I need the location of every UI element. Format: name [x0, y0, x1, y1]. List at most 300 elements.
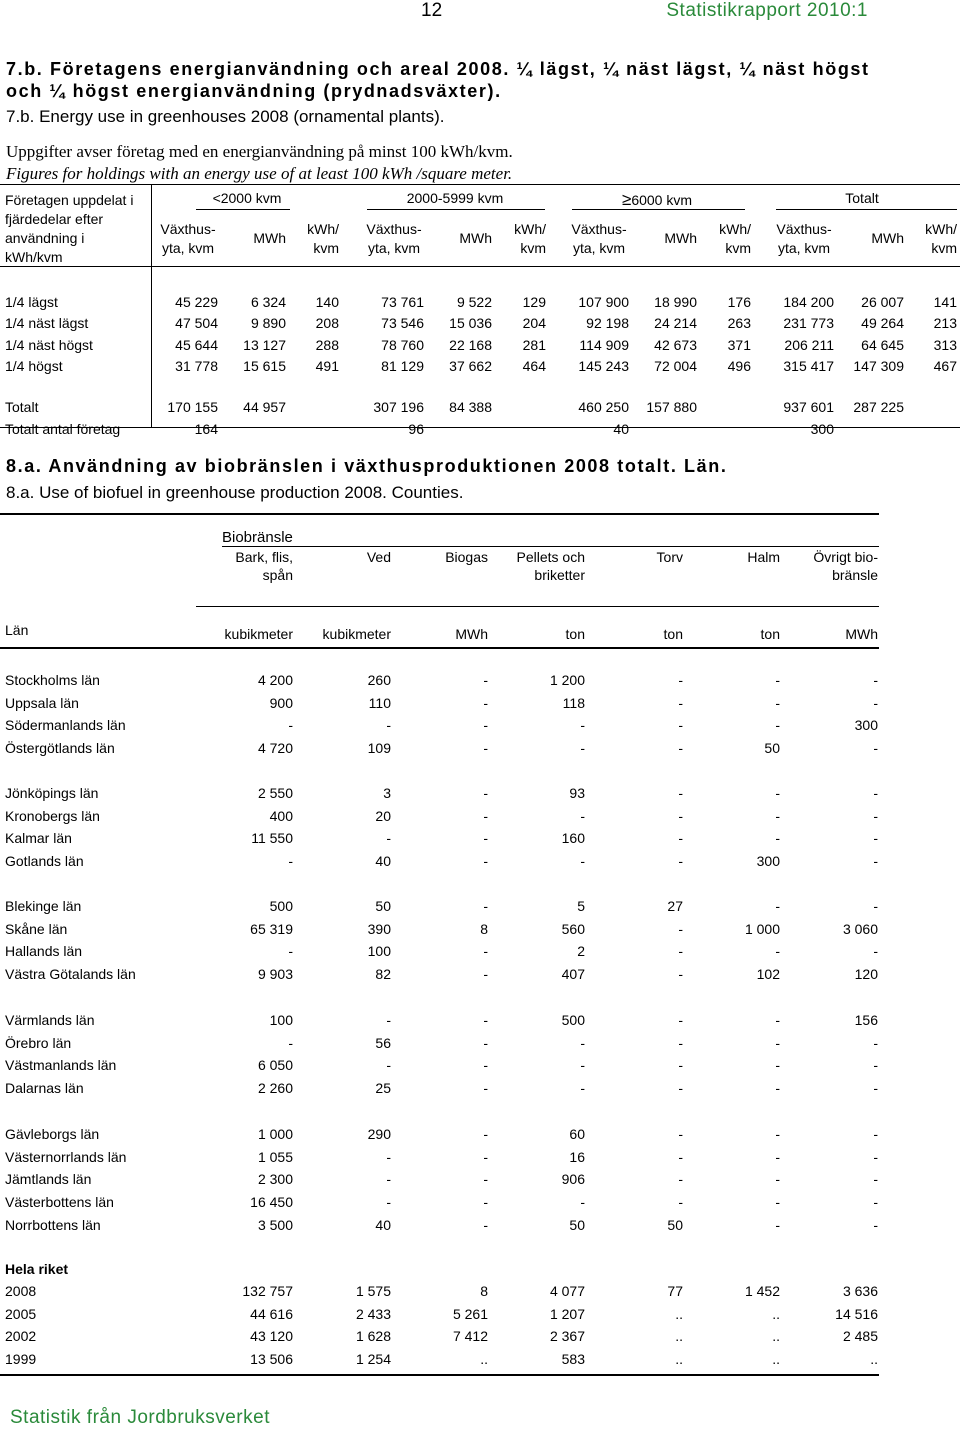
subheader-mwh: MWh — [871, 230, 904, 246]
table-cell: - — [386, 1057, 391, 1073]
table-cell: 31 778 — [175, 358, 218, 374]
table-cell: 583 — [561, 1351, 585, 1367]
table-cell: 156 — [854, 1012, 878, 1028]
table-cell: 14 516 — [835, 1306, 878, 1322]
row-header-label: fjärdedelar efter — [5, 211, 104, 227]
footer-source: Statistik från Jordbruksverket — [10, 1407, 270, 1428]
table-cell: - — [678, 921, 683, 937]
group-header — [577, 190, 737, 210]
table-cell: - — [483, 785, 488, 801]
table-cell: - — [580, 1194, 585, 1210]
table-cell: 81 129 — [381, 358, 424, 374]
table-cell: 73 546 — [381, 315, 424, 331]
table-cell: - — [775, 785, 780, 801]
subheader-mwh: MWh — [459, 230, 492, 246]
table-cell: 118 — [562, 695, 585, 711]
group-header — [782, 190, 942, 206]
group-header-label: Totalt — [845, 190, 879, 206]
column-header: spån — [262, 567, 293, 583]
table-cell: 13 506 — [250, 1351, 293, 1367]
column-header: briketter — [534, 567, 585, 583]
table-cell: 24 214 — [654, 315, 697, 331]
column-header: Torv — [656, 549, 683, 565]
table-cell: - — [580, 1080, 585, 1096]
table-cell: - — [483, 1012, 488, 1028]
table-cell: 145 243 — [578, 358, 629, 374]
row-header-label: kWh/kvm — [5, 249, 63, 265]
table-row-label: Uppsala län — [5, 695, 79, 711]
group-underline — [196, 209, 290, 210]
table-cell: - — [386, 830, 391, 846]
table2-header-rule — [196, 606, 879, 607]
subheader-kwh: kWh/ — [719, 221, 751, 237]
table-cell: - — [873, 830, 878, 846]
table-cell: 47 504 — [175, 315, 218, 331]
table2-title-en: 8.a. Use of biofuel in greenhouse production 2008. Counties. — [6, 483, 464, 502]
table-cell: 1 254 — [355, 1351, 391, 1367]
table-row-label: Västra Götalands län — [5, 966, 136, 982]
table-cell: - — [483, 853, 488, 869]
table-cell: 50 — [569, 1217, 585, 1233]
table-cell: - — [678, 1171, 683, 1187]
table-cell: - — [775, 1126, 780, 1142]
table-cell: 50 — [764, 740, 780, 756]
table-cell: - — [873, 695, 878, 711]
table-cell: 1 207 — [549, 1306, 585, 1322]
table-cell: - — [678, 1012, 683, 1028]
table-cell: 184 200 — [783, 294, 834, 310]
table-cell: 45 229 — [175, 294, 218, 310]
table-cell: - — [873, 1217, 878, 1233]
table-row-label: Skåne län — [5, 921, 68, 937]
table-cell: 11 550 — [251, 830, 293, 846]
group-underline — [776, 209, 957, 210]
column-header: bränsle — [832, 567, 878, 583]
table-cell: .. — [772, 1328, 780, 1344]
table-cell: - — [483, 943, 488, 959]
table-cell: 45 644 — [175, 337, 218, 353]
group-underline — [367, 209, 545, 210]
table-cell: - — [775, 672, 780, 688]
table-cell: 491 — [315, 358, 339, 374]
table-cell: - — [580, 808, 585, 824]
table-cell: 400 — [269, 808, 293, 824]
table-row-label: Stockholms län — [5, 672, 100, 688]
column-header: Biogas — [445, 549, 488, 565]
subheader-area: Växthus- — [366, 221, 422, 237]
table-cell: - — [775, 898, 780, 914]
table-cell: 15 036 — [449, 315, 492, 331]
group-header-label: 6000 kvm — [631, 192, 693, 208]
table-cell: 2 367 — [549, 1328, 585, 1344]
column-header: Bark, flis, — [235, 549, 293, 565]
table-cell: 16 450 — [250, 1194, 293, 1210]
table-cell: 2 300 — [257, 1171, 293, 1187]
table-cell: 231 773 — [783, 315, 834, 331]
table-row-label: Västernorrlands län — [5, 1149, 127, 1165]
table-cell: 2 485 — [842, 1328, 878, 1344]
table-cell: 467 — [933, 358, 957, 374]
table-cell: - — [483, 740, 488, 756]
table-cell: - — [386, 1012, 391, 1028]
table-cell: 287 225 — [853, 399, 904, 415]
table-row-label: Dalarnas län — [5, 1080, 84, 1096]
table-cell: 120 — [854, 966, 878, 982]
table-cell: - — [678, 1194, 683, 1210]
table-cell: 260 — [367, 672, 391, 688]
table-cell: - — [678, 695, 683, 711]
table-cell: - — [483, 898, 488, 914]
group-header-label: Biobränsle — [222, 529, 293, 546]
table-cell: 5 261 — [452, 1306, 488, 1322]
table-cell: 263 — [727, 315, 751, 331]
table-cell: - — [775, 1149, 780, 1165]
subheader-kwh: kWh/ — [925, 221, 957, 237]
table-row-label: Norrbottens län — [5, 1217, 101, 1233]
table-cell: - — [580, 1057, 585, 1073]
table-cell: 50 — [375, 898, 391, 914]
section-label: Hela riket — [5, 1261, 69, 1277]
subheader-area: yta, kvm — [777, 240, 831, 256]
table-cell: 300 — [810, 421, 834, 437]
table-cell: - — [483, 1171, 488, 1187]
table2-title: 8.a. Användning av biobränslen i växthusproduktionen 2008 totalt. Län. — [6, 456, 728, 476]
table-cell: - — [873, 1171, 878, 1187]
table-cell: - — [775, 830, 780, 846]
table-cell: 208 — [315, 315, 339, 331]
table-row-label: Totalt — [5, 399, 39, 415]
table-cell: 15 615 — [243, 358, 286, 374]
table-cell: 4 077 — [549, 1283, 585, 1299]
table-cell: 40 — [613, 421, 629, 437]
table-cell: 170 155 — [167, 399, 218, 415]
subheader-kwh: kvm — [931, 240, 957, 256]
table-row-label: Västerbottens län — [5, 1194, 114, 1210]
table-cell: 204 — [522, 315, 546, 331]
unit-label: MWh — [845, 626, 878, 642]
column-header: Ved — [366, 549, 391, 565]
table-cell: 43 120 — [250, 1328, 293, 1344]
table-cell: 102 — [756, 966, 780, 982]
table-cell: 37 662 — [449, 358, 492, 374]
table-cell: 107 900 — [578, 294, 629, 310]
table-cell: .. — [675, 1306, 683, 1322]
table-cell: .. — [870, 1351, 878, 1367]
page-number: 12 — [421, 0, 443, 21]
table-cell: - — [483, 1080, 488, 1096]
table-cell: .. — [675, 1328, 683, 1344]
table-row-label: Totalt antal företag — [5, 421, 121, 437]
table-cell: 114 909 — [579, 337, 629, 353]
table-cell: 25 — [375, 1080, 391, 1096]
table-cell: 213 — [933, 315, 957, 331]
table-cell: 2 550 — [257, 785, 293, 801]
table-cell: 7 412 — [452, 1328, 488, 1344]
subheader-area: Växthus- — [571, 221, 627, 237]
table-cell: - — [775, 695, 780, 711]
ge-symbol: ≥ — [621, 190, 632, 209]
table-cell: 937 601 — [783, 399, 834, 415]
table-cell: 1 055 — [257, 1149, 293, 1165]
table-cell: - — [580, 740, 585, 756]
table-cell: - — [775, 1035, 780, 1051]
table-row-label: Örebro län — [5, 1035, 72, 1051]
subheader-area: yta, kvm — [367, 240, 421, 256]
table-cell: - — [386, 1149, 391, 1165]
row-header-label: användning i — [5, 230, 85, 246]
table-cell: 78 760 — [381, 337, 424, 353]
table-row-label: 1999 — [5, 1351, 37, 1367]
table-cell: 40 — [375, 853, 391, 869]
table-row-label: 2005 — [5, 1306, 37, 1322]
table-cell: 56 — [375, 1035, 391, 1051]
table-row-label: Jämtlands län — [5, 1171, 92, 1187]
table-cell: - — [678, 1149, 683, 1165]
table-cell: - — [483, 695, 488, 711]
table-cell: 2 433 — [355, 1306, 391, 1322]
table-cell: 141 — [933, 294, 957, 310]
column-header: Pellets och — [516, 549, 585, 565]
table-cell: 50 — [667, 1217, 683, 1233]
subheader-area: Växthus- — [776, 221, 832, 237]
table-cell: 307 196 — [373, 399, 424, 415]
table-cell: .. — [675, 1351, 683, 1367]
table-cell: 288 — [315, 337, 339, 353]
table-cell: 300 — [756, 853, 780, 869]
group-underline — [572, 209, 745, 210]
table2-bottom-rule — [0, 1374, 879, 1376]
subheader-kwh: kvm — [725, 240, 751, 256]
table-cell: - — [678, 740, 683, 756]
table-cell: 96 — [408, 421, 424, 437]
table-cell: - — [873, 808, 878, 824]
subheader-kwh: kvm — [313, 240, 339, 256]
table-cell: 6 324 — [250, 294, 286, 310]
table-cell: - — [580, 853, 585, 869]
table-cell: - — [483, 966, 488, 982]
table-cell: - — [775, 943, 780, 959]
table-row-label: Hallands län — [5, 943, 83, 959]
table-cell: - — [678, 1126, 683, 1142]
table-cell: - — [678, 1057, 683, 1073]
report-title: Statistikrapport 2010:1 — [666, 0, 868, 21]
table-row-label: 1/4 högst — [5, 358, 63, 374]
table-cell: - — [678, 1080, 683, 1096]
table-cell: 6 050 — [257, 1057, 293, 1073]
table-cell: 1 575 — [355, 1283, 391, 1299]
table-cell: 109 — [367, 740, 391, 756]
table-cell: 4 200 — [257, 672, 293, 688]
table-cell: 3 060 — [842, 921, 878, 937]
table-row-label: Värmlands län — [5, 1012, 95, 1028]
table-cell: 84 388 — [449, 399, 492, 415]
table-cell: 3 — [383, 785, 391, 801]
table-cell: - — [678, 943, 683, 959]
table-cell: 157 880 — [646, 399, 697, 415]
table-cell: 49 264 — [861, 315, 904, 331]
table-row-label: Östergötlands län — [5, 740, 115, 756]
table-cell: 26 007 — [861, 294, 904, 310]
table-cell: - — [678, 853, 683, 869]
table-row-label: 2002 — [5, 1328, 37, 1344]
table-cell: .. — [772, 1351, 780, 1367]
table-row-label: Kronobergs län — [5, 808, 100, 824]
table-cell: - — [678, 830, 683, 846]
table-cell: 65 319 — [250, 921, 293, 937]
subheader-area: yta, kvm — [572, 240, 626, 256]
group-header — [167, 190, 327, 206]
table-cell: 464 — [522, 358, 546, 374]
table-cell: 44 957 — [243, 399, 286, 415]
table-cell: 92 198 — [586, 315, 629, 331]
table-row-label: Kalmar län — [5, 830, 72, 846]
table-row-label: Södermanlands län — [5, 717, 126, 733]
table-row-label: 1/4 lägst — [5, 294, 58, 310]
table-cell: - — [775, 1012, 780, 1028]
table-row-label: Jönköpings län — [5, 785, 99, 801]
table-cell: - — [483, 1194, 488, 1210]
table-cell: 20 — [375, 808, 391, 824]
table-cell: 60 — [569, 1126, 585, 1142]
table-row-label: 1/4 näst lägst — [5, 315, 89, 331]
table-cell: 3 500 — [257, 1217, 293, 1233]
table-cell: .. — [480, 1351, 488, 1367]
table-cell: 3 636 — [842, 1283, 878, 1299]
table-cell: 72 004 — [654, 358, 697, 374]
table-cell: - — [386, 717, 391, 733]
subheader-kwh: kWh/ — [307, 221, 339, 237]
table-cell: 2 260 — [257, 1080, 293, 1096]
subheader-area: Växthus- — [160, 221, 216, 237]
table-cell: 371 — [727, 337, 751, 353]
row-header-label: Län — [5, 622, 29, 638]
table-cell: - — [288, 943, 293, 959]
table-cell: - — [288, 1035, 293, 1051]
table-row-label: Gävleborgs län — [5, 1126, 100, 1142]
table-cell: - — [483, 1035, 488, 1051]
table-cell: - — [678, 672, 683, 688]
table-cell: 1 000 — [257, 1126, 293, 1142]
table-cell: 496 — [727, 358, 751, 374]
table-cell: 206 211 — [784, 337, 834, 353]
table-cell: 140 — [315, 294, 339, 310]
table-cell: - — [873, 943, 878, 959]
table-cell: 77 — [667, 1283, 683, 1299]
table-cell: 42 673 — [654, 337, 697, 353]
table-cell: 500 — [561, 1012, 585, 1028]
row-header-label: Företagen uppdelat i — [5, 192, 134, 208]
table-cell: 1 200 — [549, 672, 585, 688]
unit-label: ton — [565, 626, 585, 642]
table-cell: 8 — [480, 1283, 488, 1299]
table-cell: 147 309 — [853, 358, 904, 374]
table1-note: Uppgifter avser företag med en energianvändning på minst 100 kWh/kvm. — [6, 142, 513, 161]
table-cell: - — [873, 1035, 878, 1051]
table-cell: - — [678, 808, 683, 824]
table-cell: - — [873, 1080, 878, 1096]
column-header: Halm — [747, 549, 780, 565]
table-cell: 100 — [269, 1012, 293, 1028]
table-cell: - — [678, 1035, 683, 1051]
table-cell: 176 — [727, 294, 751, 310]
table-row-label: 2008 — [5, 1283, 37, 1299]
table-cell: 27 — [667, 898, 683, 914]
table-cell: 1 452 — [744, 1283, 780, 1299]
table-cell: - — [483, 830, 488, 846]
unit-label: ton — [760, 626, 780, 642]
table-cell: 315 417 — [783, 358, 834, 374]
table-cell: 390 — [367, 921, 391, 937]
group-header — [375, 190, 535, 206]
table-cell: 300 — [854, 717, 878, 733]
table-row-label: Blekinge län — [5, 898, 82, 914]
table-row-label: 1/4 näst högst — [5, 337, 93, 353]
subheader-kwh: kvm — [520, 240, 546, 256]
table-cell: 100 — [367, 943, 391, 959]
group-underline — [222, 546, 879, 547]
table-cell: 18 990 — [654, 294, 697, 310]
table-cell: - — [775, 1080, 780, 1096]
table-cell: 1 628 — [355, 1328, 391, 1344]
table-cell: - — [775, 1057, 780, 1073]
table-cell: 44 616 — [250, 1306, 293, 1322]
table-cell: 906 — [561, 1171, 585, 1187]
subheader-kwh: kWh/ — [514, 221, 546, 237]
table-cell: 1 000 — [744, 921, 780, 937]
table-cell: 4 720 — [257, 740, 293, 756]
unit-label: ton — [663, 626, 683, 642]
table-cell: 13 127 — [243, 337, 286, 353]
table-cell: - — [483, 672, 488, 688]
table-row-label: Gotlands län — [5, 853, 84, 869]
table-cell: 132 757 — [242, 1283, 293, 1299]
table-cell: - — [483, 1057, 488, 1073]
subheader-area: yta, kvm — [161, 240, 215, 256]
table-cell: - — [678, 966, 683, 982]
subheader-mwh: MWh — [253, 230, 286, 246]
table2-top-rule — [0, 513, 879, 515]
table-cell: - — [483, 1149, 488, 1165]
table1-top-rule — [0, 184, 960, 185]
table-cell: - — [483, 1126, 488, 1142]
table-cell: - — [873, 740, 878, 756]
table-cell: - — [483, 808, 488, 824]
table-cell: 281 — [522, 337, 546, 353]
unit-label: MWh — [455, 626, 488, 642]
table-cell: 40 — [375, 1217, 391, 1233]
table-cell: 16 — [569, 1149, 585, 1165]
table-cell: - — [483, 717, 488, 733]
table-cell: 313 — [933, 337, 957, 353]
table-cell: - — [678, 785, 683, 801]
table-cell: - — [775, 717, 780, 733]
table-cell: 164 — [194, 421, 218, 437]
table-cell: - — [386, 1171, 391, 1187]
group-header-label: <2000 kvm — [212, 190, 282, 206]
table-cell: - — [288, 853, 293, 869]
table-cell: 460 250 — [578, 399, 629, 415]
table-cell: 407 — [561, 966, 585, 982]
table-cell: 9 890 — [250, 315, 286, 331]
table-cell: 9 903 — [257, 966, 293, 982]
table1-note-en: Figures for holdings with an energy use of at least 100 kWh /square meter. — [6, 164, 513, 183]
table-cell: - — [873, 898, 878, 914]
table-cell: - — [873, 1149, 878, 1165]
table-cell: 110 — [368, 695, 391, 711]
table-cell: - — [873, 785, 878, 801]
table-cell: - — [288, 717, 293, 733]
table-cell: - — [775, 1171, 780, 1187]
